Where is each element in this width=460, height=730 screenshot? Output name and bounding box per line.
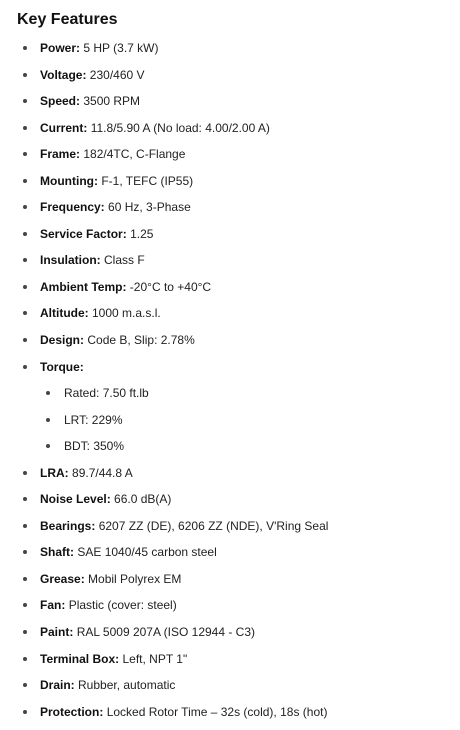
feature-item xyxy=(17,303,460,330)
bullet-icon xyxy=(23,550,27,554)
feature-value: 182/4TC, C-Flange xyxy=(83,147,186,162)
feature-value: Class F xyxy=(104,253,145,268)
feature-value: Rubber, automatic xyxy=(78,678,176,693)
feature-value: F-1, TEFC (IP55) xyxy=(101,173,194,188)
sub-list-item xyxy=(17,436,460,463)
feature-item xyxy=(17,197,460,224)
feature-item xyxy=(17,330,460,357)
feature-value: 11.8/5.90 A (No load: 4.00/2.00 A) xyxy=(90,120,270,135)
feature-label: Voltage: xyxy=(40,67,87,82)
feature-value: 89.7/44.8 A xyxy=(72,465,133,480)
bullet-icon xyxy=(23,232,27,236)
feature-label: Shaft: xyxy=(40,545,74,560)
feature-value: -20°C to +40°C xyxy=(129,279,212,294)
bullet-icon xyxy=(23,657,27,661)
bullet-icon xyxy=(23,46,27,50)
bullet-icon xyxy=(23,205,27,209)
feature-label: LRA: xyxy=(40,465,69,480)
feature-item xyxy=(17,649,460,676)
feature-label: Service Factor: xyxy=(40,226,127,241)
feature-label: Insulation: xyxy=(40,253,101,268)
feature-label: Paint: xyxy=(40,625,74,640)
feature-item xyxy=(17,250,460,277)
bullet-icon xyxy=(23,365,27,369)
bullet-icon xyxy=(23,179,27,183)
feature-item xyxy=(17,622,460,649)
feature-value: 230/460 V xyxy=(89,67,145,82)
feature-item xyxy=(17,144,460,171)
feature-value: RAL 5009 207A (ISO 12944 - C3) xyxy=(76,625,256,640)
bullet-icon xyxy=(23,630,27,634)
feature-value: 5 HP (3.7 kW) xyxy=(83,41,159,55)
feature-item xyxy=(17,224,460,251)
feature-item xyxy=(17,277,460,304)
bullet-icon xyxy=(23,524,27,528)
feature-value: 60 Hz, 3-Phase xyxy=(108,200,191,215)
bullet-icon xyxy=(23,577,27,581)
feature-item xyxy=(17,91,460,118)
feature-value: Mobil Polyrex EM xyxy=(88,571,182,586)
feature-label: Frequency: xyxy=(40,200,105,215)
bullet-icon xyxy=(46,391,50,395)
bullet-icon xyxy=(23,603,27,607)
feature-item xyxy=(17,595,460,622)
feature-item xyxy=(17,489,460,516)
feature-label: Mounting: xyxy=(40,173,98,188)
section-heading: Key Features xyxy=(17,11,118,28)
feature-value: 1000 m.a.s.l. xyxy=(92,306,161,321)
feature-label: Current: xyxy=(40,120,88,135)
bullet-icon xyxy=(23,126,27,130)
feature-value: SAE 1040/45 carbon steel xyxy=(77,545,217,560)
feature-item xyxy=(17,38,460,65)
sub-item-text: BDT: 350% xyxy=(64,439,125,454)
feature-value: 6207 ZZ (DE), 6206 ZZ (NDE), V'Ring Seal xyxy=(98,518,329,533)
feature-value: Left, NPT 1" xyxy=(122,651,188,666)
features-list xyxy=(17,38,460,728)
bullet-icon xyxy=(23,311,27,315)
sub-list-item xyxy=(17,410,460,437)
feature-item xyxy=(17,569,460,596)
feature-label: Terminal Box: xyxy=(40,651,120,666)
bullet-icon xyxy=(23,258,27,262)
feature-item xyxy=(17,516,460,543)
feature-label: Speed: xyxy=(40,94,81,109)
bullet-icon xyxy=(23,710,27,714)
feature-label: Protection: xyxy=(40,704,104,719)
feature-label: Torque: xyxy=(40,359,84,374)
feature-value: Locked Rotor Time – 32s (cold), 18s (hot) xyxy=(106,704,328,719)
bullet-icon xyxy=(23,285,27,289)
feature-value: Code B, Slip: 2.78% xyxy=(87,333,195,348)
feature-label: Frame: xyxy=(40,147,81,162)
bullet-icon xyxy=(46,444,50,448)
feature-value: 1.25 xyxy=(130,226,154,241)
feature-item xyxy=(17,65,460,92)
feature-label: Noise Level: xyxy=(40,492,111,507)
feature-item xyxy=(17,542,460,569)
feature-label: Bearings: xyxy=(40,518,96,533)
bullet-icon xyxy=(23,683,27,687)
bullet-icon xyxy=(23,99,27,103)
feature-item xyxy=(17,463,460,490)
sub-list-item xyxy=(17,383,460,410)
bullet-icon xyxy=(23,152,27,156)
bullet-icon xyxy=(23,73,27,77)
bullet-icon xyxy=(46,418,50,422)
feature-label: Ambient Temp: xyxy=(40,279,127,294)
feature-label: Grease: xyxy=(40,571,85,586)
feature-item xyxy=(17,675,460,702)
feature-label: Altitude: xyxy=(40,306,89,321)
feature-item xyxy=(17,118,460,145)
sub-item-text: LRT: 229% xyxy=(64,412,123,427)
bullet-icon xyxy=(23,497,27,501)
sub-item-text: Rated: 7.50 ft.lb xyxy=(64,386,149,401)
feature-item xyxy=(17,357,460,384)
feature-label: Design: xyxy=(40,333,85,348)
feature-label: Fan: xyxy=(40,598,66,613)
bullet-icon xyxy=(23,338,27,342)
feature-label: Drain: xyxy=(40,678,75,693)
feature-value: Plastic (cover: steel) xyxy=(68,598,177,613)
feature-value: 3500 RPM xyxy=(83,94,141,109)
feature-item xyxy=(17,171,460,198)
feature-item xyxy=(17,702,460,729)
feature-value: 66.0 dB(A) xyxy=(114,492,172,507)
feature-label: Power: xyxy=(40,41,81,55)
bullet-icon xyxy=(23,471,27,475)
